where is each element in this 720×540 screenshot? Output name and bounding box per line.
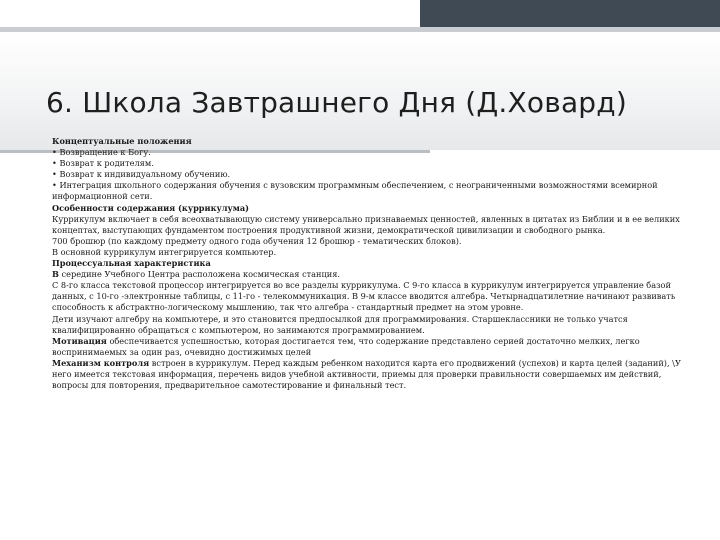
control-text: встроен в куррикулум. Перед каждым ребенком находится карта его продвижений (успехов) и карта целей (заданий), \У него имеется текстовая информация, перечень видов учебной активности, приемы для проверки правильности совершаемых им действий, вопросы для повторения, предварительное самотестирование и финальный тест. <box>52 357 681 391</box>
content-heading: Особенности содержания (куррикулума) <box>52 202 250 213</box>
process-paragraph: Дети изучают алгебру на компьютере, и это становится предпосылкой для программирования. Старшеклассники не только учатся квалифицированно обращаться с компьютером, но занимаются программированием. <box>52 313 628 335</box>
control-label: Механизм контроля <box>52 357 150 368</box>
motivation-paragraph <box>52 336 700 358</box>
content-paragraph: Куррикулум включает в себя всеохватывающую систему универсально признаваемых ценностей, явленных в цитатах из Библии и в ее великих концептах, выступающих фундаментом построения продуктивной жизни, демократической цивилизации и свободного рынка. <box>52 213 680 235</box>
top-decor-band <box>0 0 720 30</box>
bullet-item: • Возвращение к Богу. <box>52 147 700 158</box>
content-paragraph: В основной куррикулум интегрируется компьютер. <box>52 246 277 257</box>
bullet-item: • Возврат к индивидуальному обучению. <box>52 169 700 180</box>
motivation-text: обеспечивается успешностью, которая достигается тем, что содержание представлено серией достаточно мелких, легко воспринимаемых за один раз, очевидно достижимых целей <box>52 335 640 357</box>
process-lead-text: середине Учебного Центра расположена космическая станция. <box>58 269 341 280</box>
top-dark-block <box>420 0 720 27</box>
process-lead-paragraph <box>52 269 700 280</box>
concepts-heading: Концептуальные положения <box>52 136 192 146</box>
process-paragraph: С 8-го класса текстовой процессор интегрируется во все разделы куррикулума. С 9-го класса в куррикулум интегрируется управление базой данных, с 10-го -электронные таблицы, с 11-го - телекоммуникация. В 9-м классе вводится алгебра. Четырнадцатилетние начинают развивать способность к абстрактно-логическому мышлению, так что алгебра - стандартный предмет на этом уровне. <box>52 280 676 313</box>
control-paragraph <box>52 358 700 391</box>
bullet-item: • Интеграция школьного содержания обучения с вузовским программным обеспечением, с неограниченными возможностями всемирной информационной сети. <box>52 180 700 202</box>
motivation-label: Мотивация <box>52 335 107 346</box>
slide-body <box>52 136 700 391</box>
bullet-item: • Возврат к родителям. <box>52 158 700 169</box>
process-lead-bold: В <box>52 269 59 280</box>
content-paragraph: 700 брошюр (по каждому предмету одного года обучения 12 брошюр - тематических блоков). <box>52 235 462 246</box>
process-heading: Процессуальная характеристика <box>52 258 211 269</box>
slide-title: 6. Школа Завтрашнего Дня (Д.Ховард) <box>46 86 627 119</box>
